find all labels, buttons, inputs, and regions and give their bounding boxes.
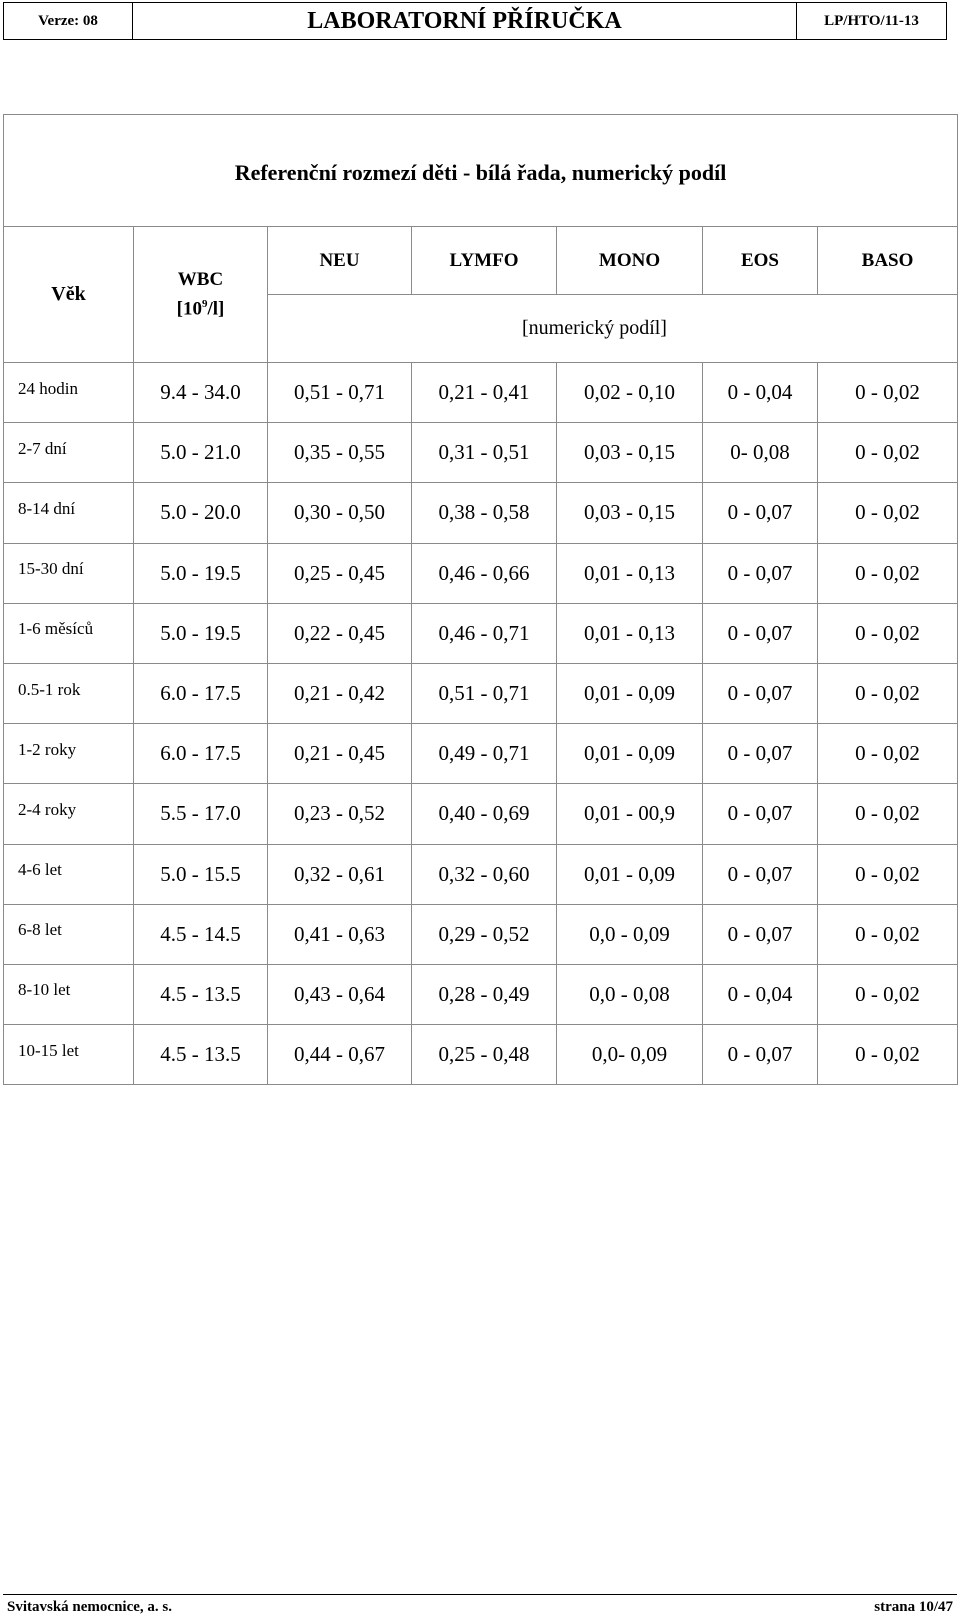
eos-cell: 0 - 0,07 [703,724,818,784]
mono-cell: 0,01 - 00,9 [557,784,703,844]
mono-cell: 0,01 - 0,13 [557,543,703,603]
baso-cell: 0 - 0,02 [818,1025,958,1085]
age-cell: 8-14 dní [4,483,134,543]
baso-cell: 0 - 0,02 [818,724,958,784]
table-row [4,964,958,1024]
lymfo-cell: 0,38 - 0,58 [412,483,557,543]
lymfo-cell: 0,46 - 0,66 [412,543,557,603]
version-label: Verze: 08 [4,3,133,39]
age-cell: 15-30 dní [4,543,134,603]
table-row [4,423,958,483]
baso-cell: 0 - 0,02 [818,844,958,904]
eos-cell: 0 - 0,07 [703,663,818,723]
wbc-cell: 5.0 - 15.5 [134,844,268,904]
age-cell: 2-4 roky [4,784,134,844]
lymfo-column-header: LYMFO [412,227,557,295]
document-footer [3,1594,957,1619]
unit-label: [numerický podíl] [268,295,958,363]
lymfo-cell: 0,40 - 0,69 [412,784,557,844]
page-number: strana 10/47 [874,1598,953,1615]
age-cell: 24 hodin [4,363,134,423]
age-cell: 8-10 let [4,964,134,1024]
wbc-header-name: WBC [177,268,224,290]
table-title: Referenční rozmezí děti - bílá řada, numerický podíl [4,115,958,227]
neu-cell: 0,41 - 0,63 [268,904,412,964]
wbc-cell: 4.5 - 13.5 [134,964,268,1024]
wbc-cell: 4.5 - 14.5 [134,904,268,964]
baso-cell: 0 - 0,02 [818,543,958,603]
mono-cell: 0,01 - 0,09 [557,724,703,784]
table-row [4,784,958,844]
mono-cell: 0,01 - 0,09 [557,663,703,723]
neu-cell: 0,51 - 0,71 [268,363,412,423]
eos-cell: 0 - 0,07 [703,543,818,603]
lymfo-cell: 0,32 - 0,60 [412,844,557,904]
lymfo-cell: 0,29 - 0,52 [412,904,557,964]
eos-cell: 0 - 0,04 [703,363,818,423]
mono-cell: 0,0- 0,09 [557,1025,703,1085]
document-code: LP/HTO/11-13 [824,12,919,29]
table-row [4,363,958,423]
eos-cell: 0 - 0,04 [703,964,818,1024]
mono-cell: 0,03 - 0,15 [557,423,703,483]
wbc-cell: 5.0 - 20.0 [134,483,268,543]
mono-column-header: MONO [557,227,703,295]
neu-cell: 0,30 - 0,50 [268,483,412,543]
age-cell: 4-6 let [4,844,134,904]
table-row [4,844,958,904]
table-row [4,904,958,964]
wbc-column-header [134,227,268,363]
baso-cell: 0 - 0,02 [818,363,958,423]
baso-column-header: BASO [818,227,958,295]
age-cell: 2-7 dní [4,423,134,483]
wbc-cell: 5.0 - 19.5 [134,543,268,603]
neu-column-header: NEU [268,227,412,295]
neu-cell: 0,22 - 0,45 [268,603,412,663]
lymfo-cell: 0,51 - 0,71 [412,663,557,723]
eos-cell: 0 - 0,07 [703,1025,818,1085]
age-cell: 10-15 let [4,1025,134,1085]
wbc-cell: 5.5 - 17.0 [134,784,268,844]
lymfo-cell: 0,28 - 0,49 [412,964,557,1024]
baso-cell: 0 - 0,02 [818,663,958,723]
baso-cell: 0 - 0,02 [818,904,958,964]
age-cell: 1-6 měsíců [4,603,134,663]
table-row [4,543,958,603]
baso-cell: 0 - 0,02 [818,603,958,663]
lymfo-cell: 0,25 - 0,48 [412,1025,557,1085]
neu-cell: 0,21 - 0,42 [268,663,412,723]
wbc-cell: 6.0 - 17.5 [134,663,268,723]
lymfo-cell: 0,46 - 0,71 [412,603,557,663]
baso-cell: 0 - 0,02 [818,423,958,483]
neu-cell: 0,23 - 0,52 [268,784,412,844]
age-cell: 1-2 roky [4,724,134,784]
eos-cell: 0 - 0,07 [703,844,818,904]
lymfo-cell: 0,49 - 0,71 [412,724,557,784]
neu-cell: 0,44 - 0,67 [268,1025,412,1085]
age-cell: 0.5-1 rok [4,663,134,723]
eos-cell: 0- 0,08 [703,423,818,483]
wbc-cell: 9.4 - 34.0 [134,363,268,423]
organization-name: Svitavská nemocnice, a. s. [7,1598,172,1615]
mono-cell: 0,0 - 0,09 [557,904,703,964]
mono-cell: 0,02 - 0,10 [557,363,703,423]
baso-cell: 0 - 0,02 [818,784,958,844]
table-row [4,603,958,663]
document-header [3,2,947,40]
table-row [4,483,958,543]
neu-cell: 0,25 - 0,45 [268,543,412,603]
neu-cell: 0,43 - 0,64 [268,964,412,1024]
lymfo-cell: 0,21 - 0,41 [412,363,557,423]
mono-cell: 0,01 - 0,09 [557,844,703,904]
wbc-cell: 5.0 - 21.0 [134,423,268,483]
document-title: LABORATORNÍ PŘÍRUČKA [133,3,797,39]
table-row [4,724,958,784]
wbc-cell: 5.0 - 19.5 [134,603,268,663]
reference-range-table [3,114,958,1085]
lymfo-cell: 0,31 - 0,51 [412,423,557,483]
table-row [4,663,958,723]
baso-cell: 0 - 0,02 [818,964,958,1024]
mono-cell: 0,03 - 0,15 [557,483,703,543]
baso-cell: 0 - 0,02 [818,483,958,543]
wbc-cell: 6.0 - 17.5 [134,724,268,784]
mono-cell: 0,01 - 0,13 [557,603,703,663]
eos-cell: 0 - 0,07 [703,603,818,663]
eos-cell: 0 - 0,07 [703,904,818,964]
neu-cell: 0,21 - 0,45 [268,724,412,784]
eos-cell: 0 - 0,07 [703,483,818,543]
neu-cell: 0,35 - 0,55 [268,423,412,483]
mono-cell: 0,0 - 0,08 [557,964,703,1024]
eos-column-header: EOS [703,227,818,295]
wbc-header-unit: $[10^9/l]$ [176,297,225,320]
wbc-cell: 4.5 - 13.5 [134,1025,268,1085]
age-cell: 6-8 let [4,904,134,964]
neu-cell: 0,32 - 0,61 [268,844,412,904]
eos-cell: 0 - 0,07 [703,784,818,844]
age-column-header: Věk [4,227,134,363]
table-row [4,1025,958,1085]
